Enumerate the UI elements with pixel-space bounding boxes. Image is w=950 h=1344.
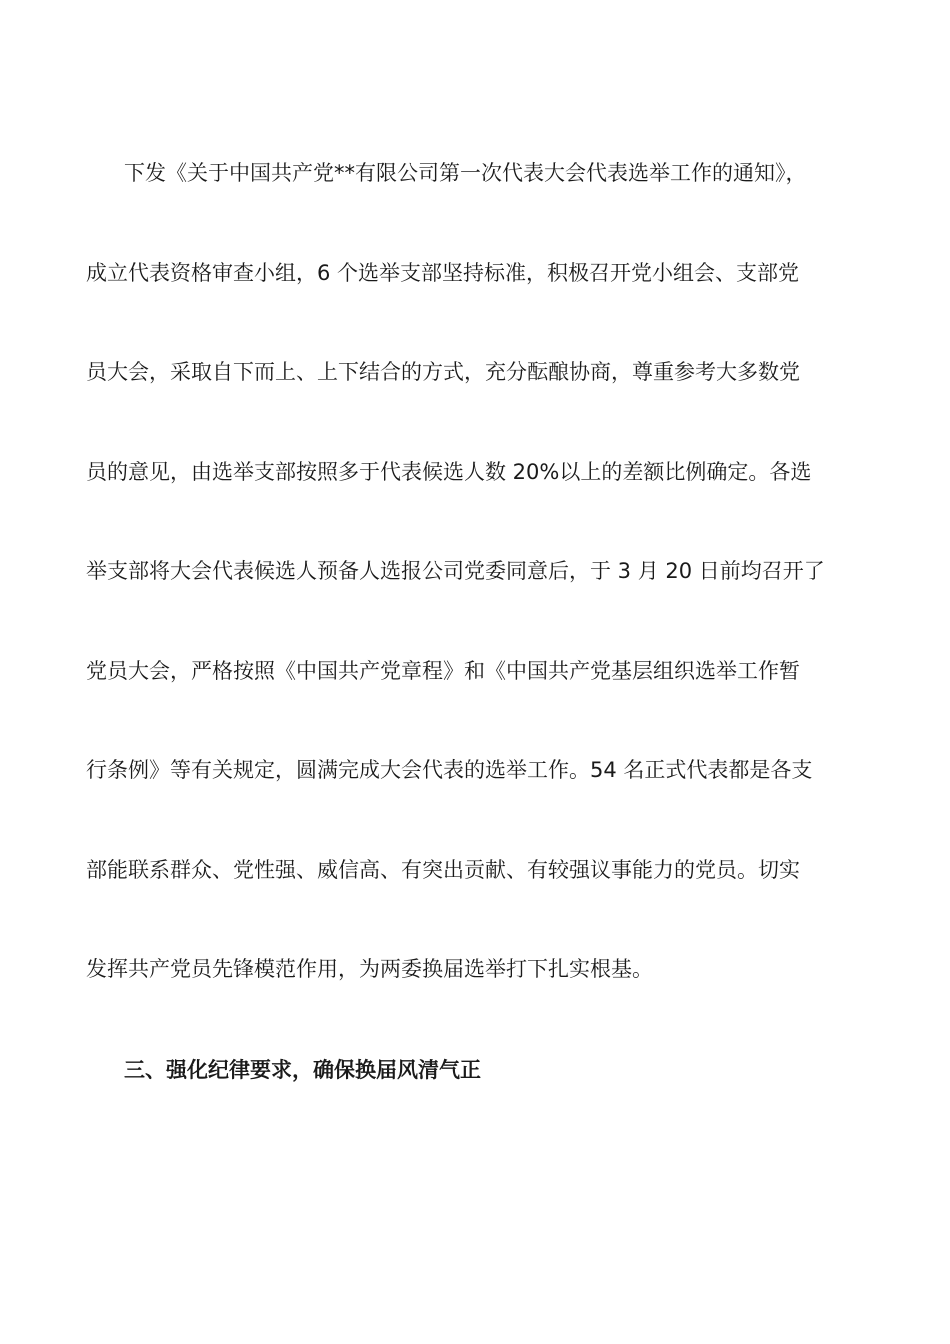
section-heading: 三、强化纪律要求，确保换届风清气正	[124, 1058, 481, 1082]
paragraph-line-7: 行条例》等有关规定，圆满完成大会代表的选举工作。54 名正式代表都是各支	[86, 758, 813, 782]
paragraph-line-9: 发挥共产党员先锋模范作用，为两委换届选举打下扎实根基。	[86, 957, 653, 981]
paragraph-line-8: 部能联系群众、党性强、威信高、有突出贡献、有较强议事能力的党员。切实	[86, 858, 800, 882]
paragraph-line-6: 党员大会，严格按照《中国共产党章程》和《中国共产党基层组织选举工作暂	[86, 659, 800, 683]
paragraph-line-1: 下发《关于中国共产党**有限公司第一次代表大会代表选举工作的通知》，	[124, 161, 807, 185]
paragraph-line-2: 成立代表资格审查小组，6 个选举支部坚持标准，积极召开党小组会、支部党	[86, 261, 800, 285]
paragraph-line-4: 员的意见，由选举支部按照多于代表候选人数 20%以上的差额比例确定。各选	[86, 460, 812, 484]
paragraph-line-3: 员大会，采取自下而上、上下结合的方式，充分酝酿协商，尊重参考大多数党	[86, 360, 800, 384]
paragraph-line-5: 举支部将大会代表候选人预备人选报公司党委同意后，于 3 月 20 日前均召开了	[86, 559, 825, 583]
